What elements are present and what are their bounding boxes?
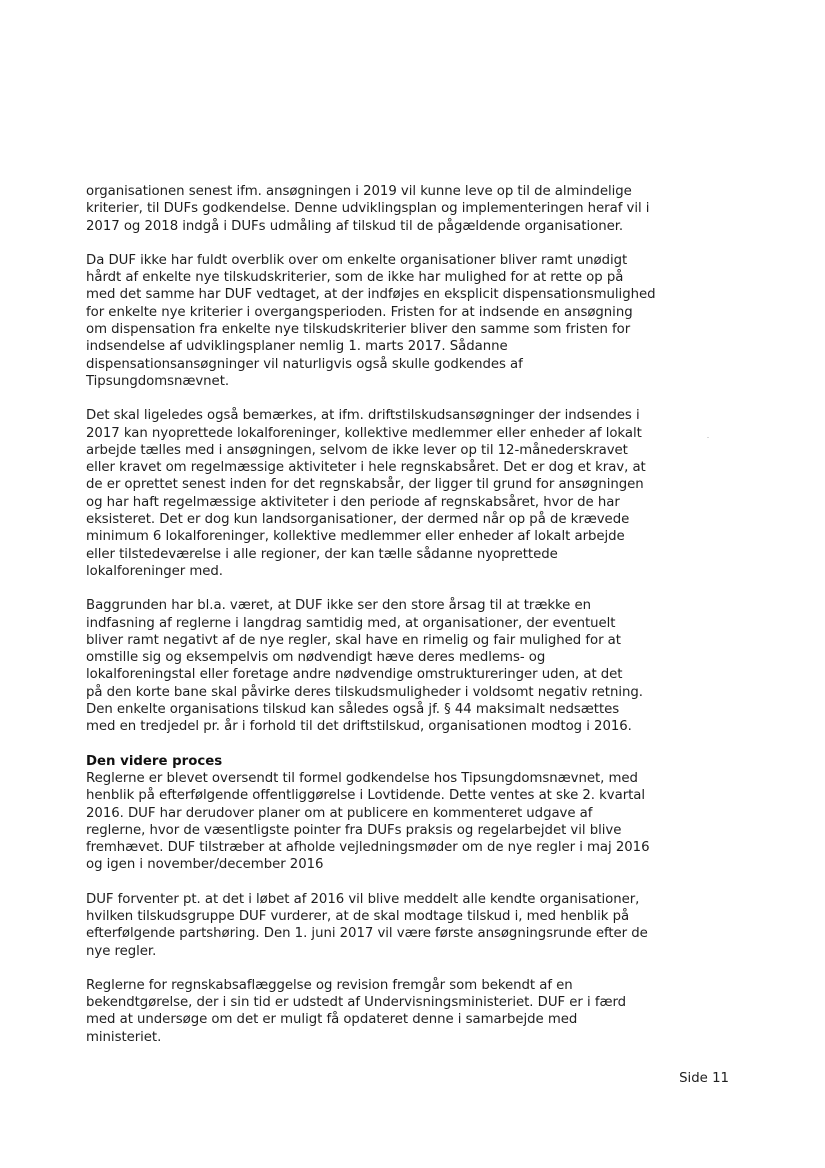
page-number: Side 11 [679, 1071, 729, 1086]
text-line: Baggrunden har bl.a. været, at DUF ikke ser den store årsag til at trække en [86, 598, 591, 614]
text-line: DUF forventer pt. at det i løbet af 2016 vil blive meddelt alle kendte organisationer, [86, 891, 640, 907]
text-line: 2017 og 2018 indgå i DUFs udmåling af tilskud til de pågældende organisationer. [86, 218, 624, 234]
text-line: Reglerne for regnskabsaflæggelse og revision fremgår som bekendt af en [86, 977, 573, 993]
text-line: med at undersøge om det er muligt få opdateret denne i samarbejde med [86, 1012, 578, 1028]
text-line: og har haft regelmæssige aktiviteter i den periode af regnskabsåret, hvor de har [86, 494, 620, 510]
text-line: 2016. DUF har derudover planer om at publicere en kommenteret udgave af [86, 805, 593, 821]
text-line: Den enkelte organisations tilskud kan således også jf. § 44 maksimalt nedsættes [86, 702, 620, 718]
paragraph-dispensation [86, 252, 688, 390]
text-line: reglerne, hvor de væsentligste pointer fra DUFs praksis og regelarbejdet vil blive [86, 822, 622, 838]
text-line: indsendelse af udviklingsplaner nemlig 1. marts 2017. Sådanne [86, 339, 508, 355]
text-line: dispensationsansøgninger vil naturligvis også skulle godkendes af [86, 356, 523, 372]
scan-speck [707, 437, 709, 438]
paragraph-new-local-associations [86, 407, 688, 580]
text-line: 2017 kan nyoprettede lokalforeninger, kollektive medlemmer eller enheder af lokalt [86, 425, 642, 441]
text-line: eller kravet om regelmæssige aktiviteter i hele regnskabsåret. Det er dog et krav, at [86, 460, 646, 476]
text-line: Tipsungdomsnævnet. [86, 373, 230, 389]
text-line: Reglerne er blevet oversendt til formel godkendelse hos Tipsungdomsnævnet, med [86, 770, 638, 786]
text-line: hvilken tilskudsgruppe DUF vurderer, at de skal modtage tilskud i, med henblik på [86, 908, 630, 924]
paragraph-development-plan [86, 183, 688, 235]
paragraph-approval-process [86, 770, 688, 874]
text-line: Da DUF ikke har fuldt overblik over om enkelte organisationer bliver ramt unødigt [86, 252, 628, 268]
text-line: om dispensation fra enkelte nye tilskudskriterier bliver den samme som fristen for [86, 322, 631, 338]
paragraph-expectations [86, 891, 688, 960]
text-line: de er oprettet senest inden for det regnskabsår, der ligger til grund for ansøgningen [86, 477, 644, 493]
text-line: efterfølgende partshøring. Den 1. juni 2017 vil være første ansøgningsrunde efter de [86, 926, 648, 942]
text-line: eksisteret. Det er dog kun landsorganisationer, der dermed når op på de krævede [86, 512, 630, 528]
text-line: indfasning af reglerne i langdrag samtidig med, at organisationer, der eventuelt [86, 615, 616, 631]
text-line: og igen i november/december 2016 [86, 857, 324, 873]
text-line: på den korte bane skal påvirke deres tilskudsmuligheder i voldsomt negativ retning. [86, 684, 643, 700]
text-line: bekendtgørelse, der i sin tid er udstedt af Undervisningsministeriet. DUF er i færd [86, 995, 627, 1011]
text-line: organisationen senest ifm. ansøgningen i 2019 vil kunne leve op til de almindelige [86, 184, 632, 199]
text-line: minimum 6 lokalforeninger, kollektive medlemmer eller enheder af lokalt arbejde [86, 529, 625, 545]
document-body [86, 183, 688, 1046]
text-line: hårdt af enkelte nye tilskudskriterier, som de ikke har mulighed for at rette op på [86, 270, 624, 286]
paragraph-background [86, 597, 688, 735]
text-line: lokalforeninger med. [86, 563, 223, 579]
text-line: arbejde tælles med i ansøgningen, selvom de ikke lever op til 12-månederskravet [86, 442, 628, 458]
text-line: nye regler. [86, 943, 157, 959]
text-line: med en tredjedel pr. år i forhold til det driftstilskud, organisationen modtog i 2016. [86, 719, 632, 735]
text-line: med det samme har DUF vedtaget, at der indføjes en eksplicit dispensationsmulighed [86, 287, 656, 303]
text-line: fremhævet. DUF tilstræber at afholde vejledningsmøder om de nye regler i maj 2016 [86, 840, 650, 856]
text-line: ministeriet. [86, 1029, 162, 1045]
section-heading: Den videre proces [86, 753, 223, 769]
text-line: kriterier, til DUFs godkendelse. Denne udviklingsplan og implementeringen heraf vil i [86, 201, 650, 217]
text-line: eller tilstedeværelse i alle regioner, der kan tælle sådanne nyoprettede [86, 546, 558, 562]
text-line: for enkelte nye kriterier i overgangsperioden. Fristen for at indsende en ansøgning [86, 304, 633, 320]
paragraph-accounting-rules [86, 977, 688, 1046]
text-line: lokalforeningstal eller foretage andre nødvendige omstruktureringer uden, at det [86, 667, 623, 683]
text-line: bliver ramt negativt af de nye regler, skal have en rimelig og fair mulighed for at [86, 632, 621, 648]
text-line: omstille sig og eksempelvis om nødvendigt hæve deres medlems- og [86, 650, 546, 666]
text-line: henblik på efterfølgende offentliggørelse i Lovtidende. Dette ventes at ske 2. kvartal [86, 788, 646, 804]
text-line: Det skal ligeledes også bemærkes, at ifm. driftstilskudsansøgninger der indsendes i [86, 408, 640, 424]
